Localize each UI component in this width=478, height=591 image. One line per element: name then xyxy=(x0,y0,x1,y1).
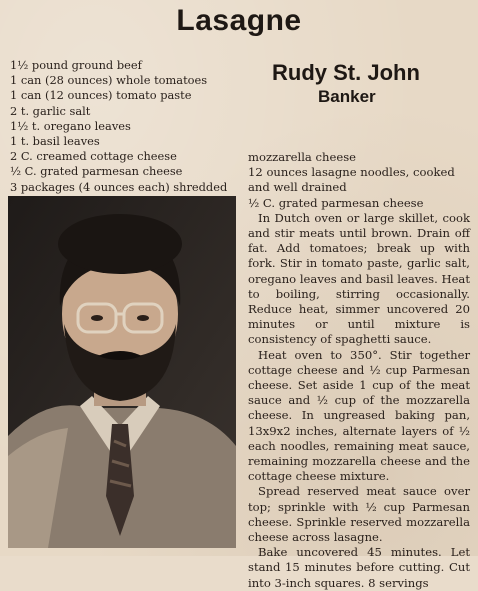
direction-step: Bake uncovered 45 minutes. Let stand 15 minutes before cutting. Cut into 3-inch squares. 8 servings xyxy=(248,545,470,590)
ingredient-item: 1 can (28 ounces) whole tomatoes xyxy=(10,73,208,88)
direction-step: Spread reserved meat sauce over top; sprinkle with ½ cup Parmesan cheese. Sprinkle reserved mozzarella cheese across lasagne. xyxy=(248,484,470,545)
portrait-illustration xyxy=(8,196,236,548)
direction-step: Heat oven to 350°. Stir together cottage cheese and ½ cup Parmesan cheese. Set aside 1 cup of the meat sauce and ½ cup of the mozzarella cheese. In ungreased baking pan, 13x9x2 inches, alternate layers of ½ each noodles, remaining meat sauce, remaining mozzarella cheese and the cottage cheese mixture. xyxy=(248,347,470,484)
author-photo xyxy=(8,196,236,548)
directions-column xyxy=(248,150,470,591)
ingredient-item: 1½ pound ground beef xyxy=(10,58,142,72)
ingredients-list xyxy=(10,58,250,195)
ingredient-continued: mozzarella cheese xyxy=(248,150,357,164)
direction-step: In Dutch oven or large skillet, cook and stir meats until brown. Drain off fat. Add tomatoes; break up with fork. Stir in tomato paste, garlic salt, oregano leaves and basil leaves. Heat to boiling, stirring occasionally. Reduce heat, simmer uncovered 20 minutes or until mixture is consistency of spaghetti sauce. xyxy=(248,210,471,347)
ingredient-continued: 12 ounces lasagne noodles, cooked and well drained xyxy=(248,165,455,195)
ingredient-item: 1 can (12 ounces) tomato paste xyxy=(10,88,192,103)
author-name: Rudy St. John xyxy=(272,60,420,85)
ingredient-item: 3 packages (4 ounces each) shredded xyxy=(10,179,228,194)
ingredient-item: 1½ t. oregano leaves xyxy=(10,118,131,133)
ingredient-item: 2 C. creamed cottage cheese xyxy=(10,149,177,164)
author-role: Banker xyxy=(318,87,376,106)
ingredient-item: ½ C. grated parmesan cheese xyxy=(10,164,183,179)
ingredient-item: 2 t. garlic salt xyxy=(10,103,91,118)
ingredient-item: 1 t. basil leaves xyxy=(10,134,100,149)
recipe-title: Lasagne xyxy=(176,4,302,37)
byline xyxy=(272,60,452,108)
ingredient-continued: ½ C. grated parmesan cheese xyxy=(248,195,424,210)
